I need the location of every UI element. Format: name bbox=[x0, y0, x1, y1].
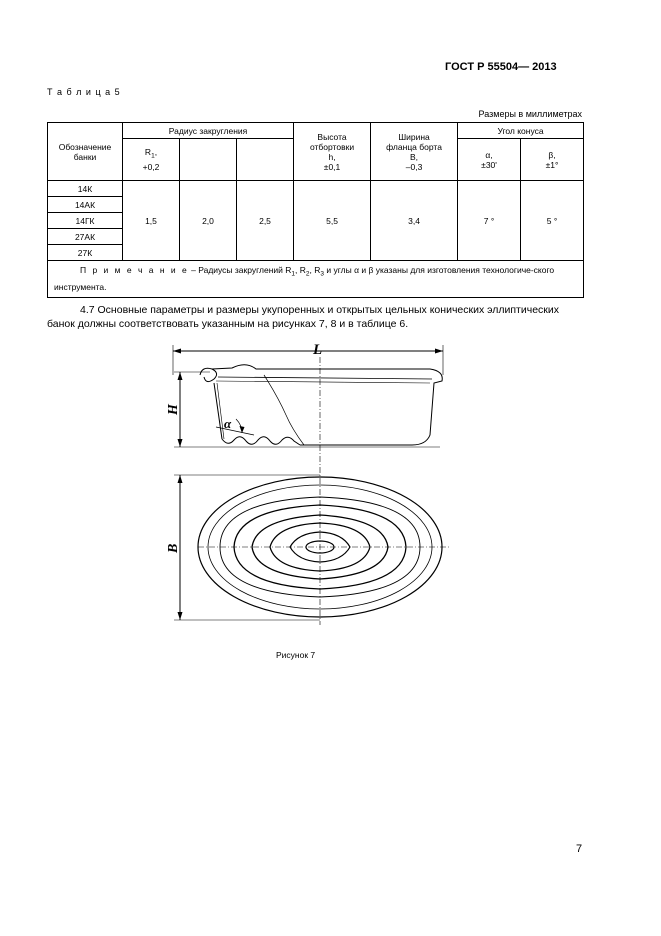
beta-tolerance: ±1° bbox=[545, 159, 559, 170]
value-b: 3,4 bbox=[371, 181, 458, 261]
designation-cell: 14АК bbox=[48, 197, 123, 213]
label-alpha: α bbox=[224, 416, 232, 431]
header-cone-angle: Угол конуса bbox=[458, 123, 584, 139]
flange-width-tolerance: –0,3 bbox=[405, 161, 423, 172]
document-header: ГОСТ Р 55504— 2013 bbox=[445, 61, 557, 73]
wavy-bottom-edge bbox=[222, 437, 300, 445]
designation-cell: 27К bbox=[48, 245, 123, 261]
header-radius-group: Радиус закругления bbox=[123, 123, 294, 139]
r1-subscript: 1 bbox=[151, 152, 155, 160]
label-L: L bbox=[313, 342, 323, 358]
designation-cell: 14К bbox=[48, 181, 123, 197]
note-subscript: 1 bbox=[291, 270, 296, 278]
note-subscript: 3 bbox=[320, 270, 325, 278]
page-number: 7 bbox=[576, 843, 583, 855]
note-text: – Радиусы закруглений R bbox=[188, 265, 292, 275]
value-r2: 2,0 bbox=[180, 181, 237, 261]
header-flange-width bbox=[371, 123, 458, 181]
figure-caption: Рисунок 7 bbox=[276, 650, 316, 660]
designation-cell: 14ГК bbox=[48, 213, 123, 229]
note-text: и углы α и β указаны для изготовления технологиче-ского инструмента. bbox=[54, 265, 555, 292]
table-5 bbox=[47, 122, 584, 298]
flange-height-title: Высота отбортовки bbox=[309, 131, 355, 152]
note-text: , R bbox=[295, 265, 306, 275]
r1-tolerance: +0,2 bbox=[142, 161, 160, 172]
note-text: , R bbox=[309, 265, 321, 275]
section-break-line bbox=[264, 375, 304, 445]
beta-symbol: β, bbox=[548, 149, 556, 160]
value-r1: 1,5 bbox=[123, 181, 180, 261]
flange-width-symbol: B, bbox=[410, 151, 419, 162]
designation-cell: 27АК bbox=[48, 229, 123, 245]
header-r3-empty bbox=[237, 139, 294, 181]
can-profile-outline bbox=[212, 365, 442, 445]
header-r2-empty bbox=[180, 139, 237, 181]
label-B: B bbox=[166, 543, 181, 553]
flange-height-symbol: h, bbox=[328, 151, 336, 162]
table-units: Размеры в миллиметрах bbox=[478, 109, 582, 119]
paragraph-4-7: 4.7 Основные параметры и размеры укупоренных и открытых цельных конических эллиптических банок должны соответствовать указанным на рисунках 7, 8 и в таблице 6. bbox=[47, 304, 560, 330]
table-note bbox=[48, 261, 584, 298]
r1-comma: , bbox=[154, 147, 158, 158]
r1-symbol: R bbox=[144, 147, 152, 158]
header-alpha bbox=[458, 139, 521, 181]
header-r1 bbox=[123, 139, 180, 181]
table-label: Т а б л и ц а 5 bbox=[47, 87, 121, 97]
note-subscript: 2 bbox=[305, 270, 310, 278]
figure-7-drawing bbox=[160, 335, 460, 625]
value-r3: 2,5 bbox=[237, 181, 294, 261]
header-flange-height bbox=[294, 123, 371, 181]
alpha-tolerance: ±30' bbox=[481, 159, 497, 170]
note-prefix: П р и м е ч а н и е bbox=[80, 265, 189, 275]
value-h: 5,5 bbox=[294, 181, 371, 261]
header-designation: Обозначение банки bbox=[48, 123, 123, 181]
header-beta bbox=[521, 139, 584, 181]
flange-height-tolerance: ±0,1 bbox=[323, 161, 341, 172]
curled-rim-left bbox=[200, 368, 217, 381]
alpha-symbol: α, bbox=[485, 149, 493, 160]
value-beta: 5 ° bbox=[521, 181, 584, 261]
value-alpha: 7 ° bbox=[458, 181, 521, 261]
flange-width-title: Ширина фланца борта bbox=[386, 131, 442, 152]
label-H: H bbox=[166, 404, 181, 415]
